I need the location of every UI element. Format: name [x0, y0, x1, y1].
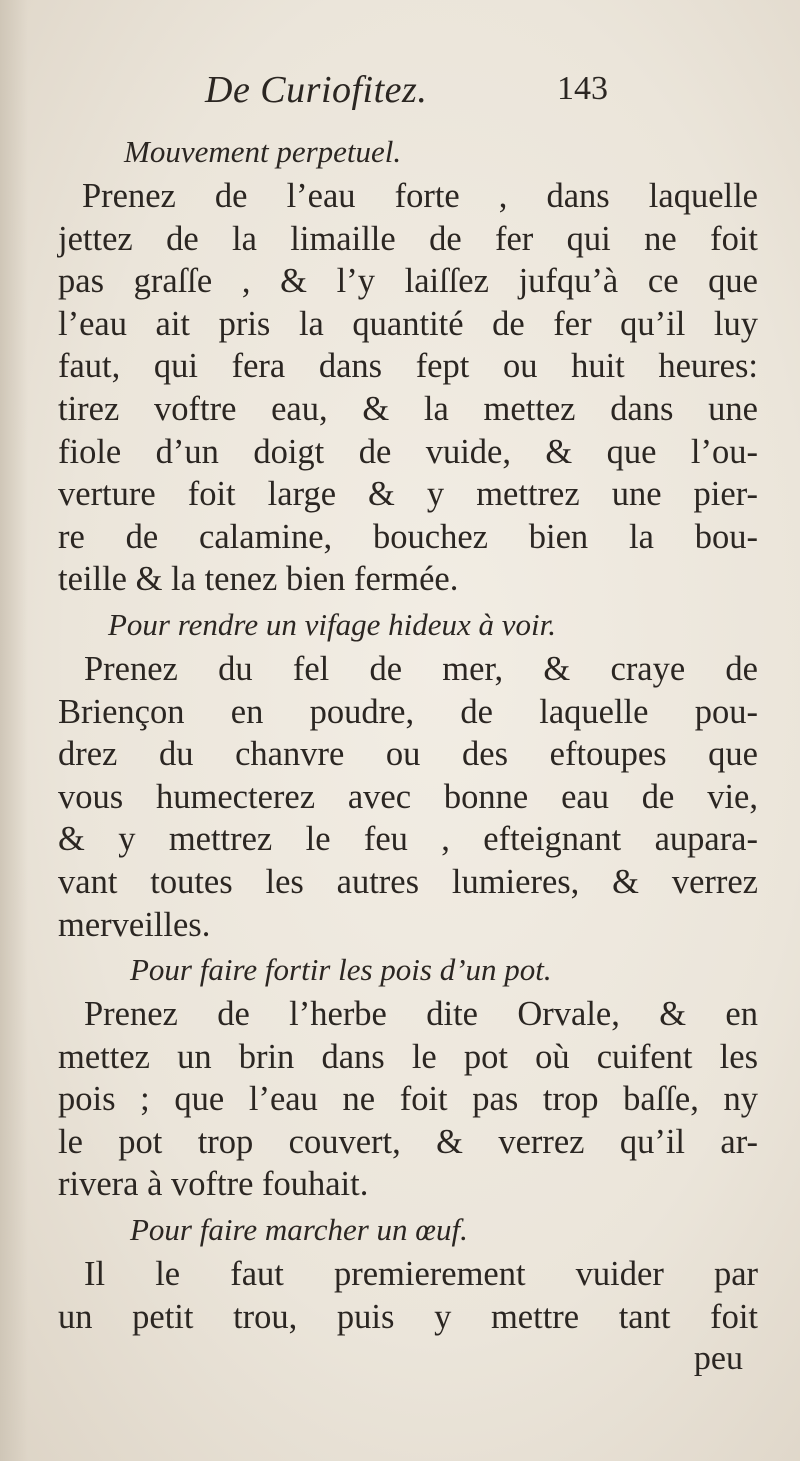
text-line: fiole d’un doigt de vuide, & que l’ou- — [58, 432, 758, 471]
text-line: vous humecterez avec bonne eau de vie, — [58, 777, 758, 816]
text-line: vant toutes les autres lumieres, & verrez — [58, 862, 758, 901]
page-number: 143 — [557, 70, 608, 107]
section-heading: Pour faire marcher un œuf. — [130, 1212, 468, 1248]
text-line: un petit trou, puis y mettre tant foit — [58, 1297, 758, 1336]
section-heading: Pour faire fortir les pois d’un pot. — [130, 952, 552, 988]
text-line: Il le faut premierement vuider par — [84, 1255, 758, 1294]
text-line: rivera à voftre fouhait. — [58, 1165, 369, 1204]
section-heading: Pour rendre un vifage hideux à voir. — [108, 606, 556, 642]
text-line: Prenez du fel de mer, & craye de — [84, 649, 758, 688]
text-line: faut, qui fera dans fept ou huit heures: — [58, 347, 758, 386]
text-line: Prenez de l’herbe dite Orvale, & en — [84, 995, 758, 1034]
text-line: verture foit large & y mettrez une pier- — [58, 475, 758, 514]
text-line: Prenez de l’eau forte , dans laquelle — [82, 177, 758, 215]
text-line: mettez un brin dans le pot où cuifent les — [58, 1037, 758, 1076]
text-line: jettez de la limaille de fer qui ne foit — [58, 219, 758, 258]
text-line: tirez voftre eau, & la mettez dans une — [58, 389, 758, 428]
page-body — [58, 128, 758, 1380]
text-line: pois ; que l’eau ne foit pas trop baſſe, ny — [58, 1080, 758, 1119]
page-header — [0, 68, 800, 118]
text-line: drez du chanvre ou des eftoupes que — [58, 735, 758, 774]
text-line: merveilles. — [58, 905, 211, 944]
text-line: re de calamine, bouchez bien la bou- — [58, 517, 758, 556]
section-heading: Mouvement perpetuel. — [124, 134, 402, 169]
page-gutter-shadow — [0, 0, 28, 1461]
text-line: & y mettrez le feu , efteignant aupara- — [58, 820, 758, 859]
text-line: le pot trop couvert, & verrez qu’il ar- — [58, 1122, 758, 1161]
text-line: pas graſſe , & l’y laiſſez jufqu’à ce que — [58, 262, 758, 301]
text-line: l’eau ait pris la quantité de fer qu’il luy — [58, 304, 758, 343]
text-line: teille & la tenez bien fermée. — [58, 560, 459, 599]
running-title: De Curiofitez. — [205, 69, 428, 111]
text-line: Briençon en poudre, de laquelle pou- — [58, 692, 758, 731]
catchword: peu — [693, 1340, 743, 1378]
